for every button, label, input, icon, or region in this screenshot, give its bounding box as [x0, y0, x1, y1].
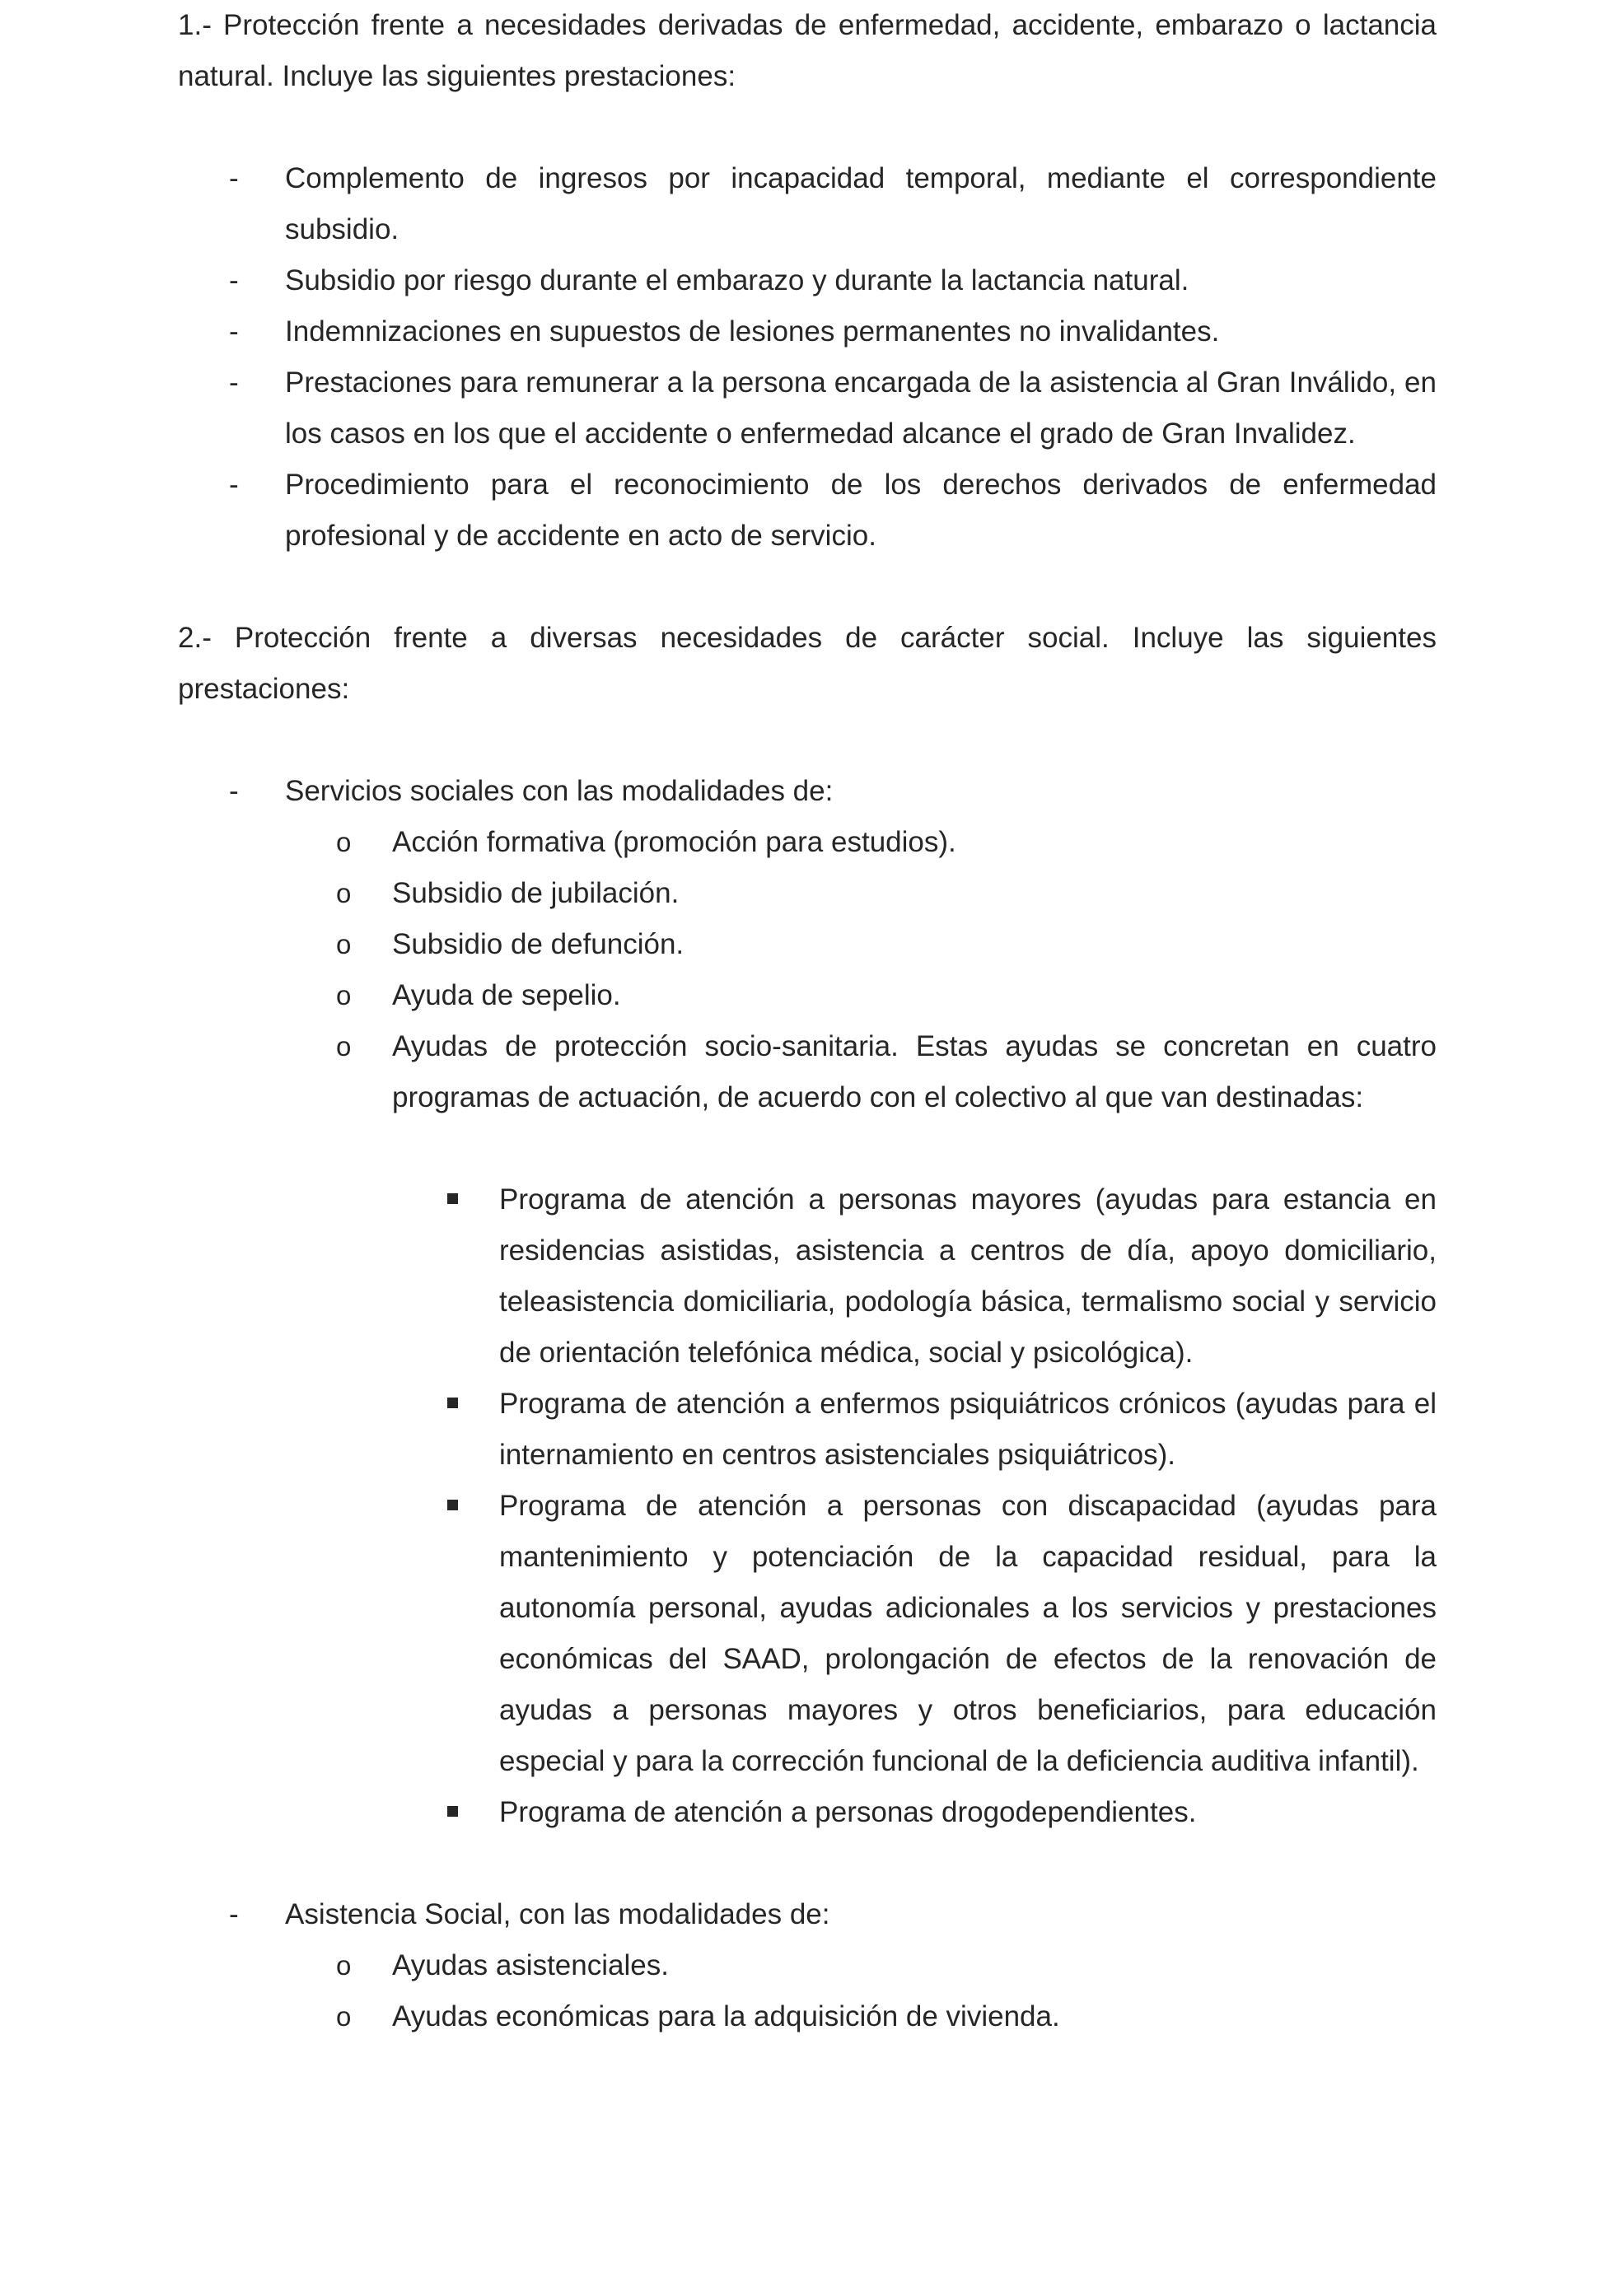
- dash-bullet: -: [229, 1898, 239, 1930]
- circle-bullet: o: [336, 1031, 352, 1062]
- programa-item: Programa de atención a personas mayores (ayudas para estancia en residencias asistidas, asistencia a centros de día, apoyo domiciliario, teleasistencia domiciliaria, podología básica, termalismo social y servicio de orientación telefónica médica, social y psicológica).: [178, 1174, 1437, 1379]
- servicios-item: o Ayuda de sepelio.: [178, 970, 1437, 1021]
- servicios-item: o Ayudas de protección socio-sanitaria. Estas ayudas se concretan en cuatro programas de actuación, de acuerdo con el colectivo al que van destinadas:: [178, 1021, 1437, 1123]
- dash-bullet: -: [229, 775, 239, 807]
- servicios-item: o Subsidio de defunción.: [178, 919, 1437, 970]
- dash-bullet: -: [229, 366, 239, 399]
- circle-bullet: o: [336, 827, 352, 857]
- square-bullet-icon: [447, 1193, 458, 1204]
- section-2-intro: 2.- Protección frente a diversas necesidades de carácter social. Incluye las siguientes prestaciones:: [178, 622, 1437, 705]
- dash-bullet: -: [229, 469, 239, 501]
- dash-bullet: -: [229, 315, 239, 348]
- asistencia-social-heading: - Asistencia Social, con las modalidades de:: [178, 1889, 1437, 1940]
- servicios-item: o Acción formativa (promoción para estudios).: [178, 817, 1437, 868]
- servicios-sociales-heading: - Servicios sociales con las modalidades de:: [178, 766, 1437, 817]
- section-1-item: - Subsidio por riesgo durante el embarazo y durante la lactancia natural.: [178, 255, 1437, 306]
- square-bullet-icon: [447, 1500, 458, 1510]
- section-1-intro: 1.- Protección frente a necesidades derivadas de enfermedad, accidente, embarazo o lactancia natural. Incluye las siguientes prestaciones:: [178, 9, 1437, 92]
- asistencia-item: o Ayudas económicas para la adquisición de vivienda.: [178, 1991, 1437, 2042]
- asistencia-item: o Ayudas asistenciales.: [178, 1940, 1437, 1991]
- square-bullet-icon: [447, 1806, 458, 1817]
- section-1-item: - Procedimiento para el reconocimiento de los derechos derivados de enfermedad profesional y de accidente en acto de servicio.: [178, 460, 1437, 562]
- programa-item: Programa de atención a enfermos psiquiátricos crónicos (ayudas para el internamiento en centros asistenciales psiquiátricos).: [178, 1379, 1437, 1481]
- circle-bullet: o: [336, 2001, 352, 2032]
- circle-bullet: o: [336, 929, 352, 959]
- document-page: [178, 0, 1437, 2042]
- section-1-item: - Prestaciones para remunerar a la persona encargada de la asistencia al Gran Inválido, en los casos en los que el accidente o enfermedad alcance el grado de Gran Invalidez.: [178, 357, 1437, 460]
- dash-bullet: -: [229, 264, 239, 296]
- programa-item: Programa de atención a personas con discapacidad (ayudas para mantenimiento y potenciación de la capacidad residual, para la autonomía personal, ayudas adicionales a los servicios y prestaciones económicas del SAAD, prolongación de efectos de la renovación de ayudas a personas mayores y otros beneficiarios, para educación especial y para la corrección funcional de la deficiencia auditiva infantil).: [178, 1481, 1437, 1787]
- servicios-item: o Subsidio de jubilación.: [178, 868, 1437, 919]
- circle-bullet: o: [336, 980, 352, 1010]
- square-bullet-icon: [447, 1398, 458, 1408]
- section-1-item: - Complemento de ingresos por incapacidad temporal, mediante el correspondiente subsidio.: [178, 153, 1437, 255]
- circle-bullet: o: [336, 878, 352, 908]
- section-1-item: - Indemnizaciones en supuestos de lesiones permanentes no invalidantes.: [178, 306, 1437, 357]
- programa-item: Programa de atención a personas drogodependientes.: [178, 1787, 1437, 1838]
- circle-bullet: o: [336, 1950, 352, 1981]
- dash-bullet: -: [229, 162, 239, 194]
